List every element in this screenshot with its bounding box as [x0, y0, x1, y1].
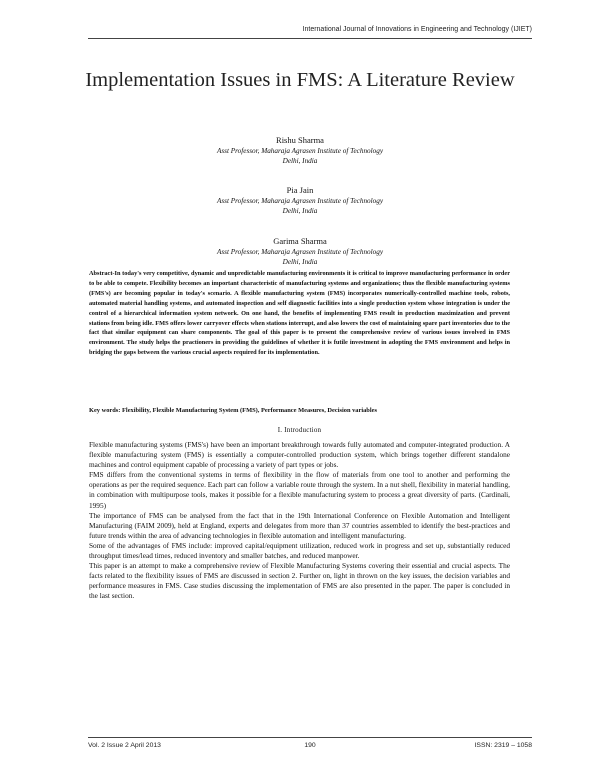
author-city: Delhi, India: [282, 157, 318, 165]
author-affiliation: Asst Professor, Maharaja Agrasen Institute of Technology: [216, 147, 384, 155]
keywords: Key words: Flexibility, Flexible Manufacturing System (FMS), Performance Measures, Decision variables: [89, 407, 377, 414]
page-footer: [88, 737, 532, 752]
author-name: Garima Sharma: [273, 236, 327, 246]
footer-issn: ISSN: 2319 – 1058: [474, 742, 532, 749]
author-affiliation: Asst Professor, Maharaja Agrasen Institute of Technology: [216, 197, 384, 205]
paragraph: Flexible manufacturing systems (FMS's) have been an important breakthrough towards fully automated and computer-integrated production. A flexible manufacturing system (FMS) is essentially a computer-controlled production system, which brings together different standalone machines and control equipment capable of processing a variety of part types or jobs.: [89, 440, 510, 470]
paragraph: This paper is an attempt to make a comprehensive review of Flexible Manufacturing Systems covering their essential and crucial aspects. The facts related to the flexibility issues of FMS are discussed in section 2. Further on, light in thrown on the key issues, the decision variables and performance measures in FMS. Case studies discussing the implementation of FMS are also presented in the paper. The paper is concluded in the last section.: [89, 561, 510, 601]
author-block: [60, 185, 540, 216]
journal-header: International Journal of Innovations in Engineering and Technology (IJIET): [302, 26, 532, 33]
author-name: Pia Jain: [286, 185, 314, 195]
footer-page-number: 190: [304, 742, 316, 749]
author-block: [60, 236, 540, 267]
author-city: Delhi, India: [282, 258, 318, 266]
author-name: Rishu Sharma: [276, 135, 324, 145]
paragraph: Some of the advantages of FMS include: improved capital/equipment utilization, reduced work in progress and set up, substantially reduced throughput times/lead times, reduced inventory and smaller batches, and reduced manpower.: [89, 540, 510, 561]
header-rule: [88, 38, 532, 39]
introduction-body: [89, 440, 510, 602]
abstract: Abstract-In today's very competitive, dynamic and unpredictable manufacturing environments it is critical to improve manufacturing performance in order to be able to compete. Flexibility becomes an important characteristic of manufacturing systems and organizations; thus the flexible manufacturing systems (FMS's) are becoming popular in today's scenario. A flexible manufacturing system (FMS) incorporates numerically-controlled machine tools, robots, automated material handling systems, and automated inspection and self diagnostic facilities into a single production system whose integration is under the control of a hierarchical information system network. On one hand, the benefits of implementing FMS result in production maximization and prevent stations from being idle. FMS offers lower carryover effects when stations interrupt, and also lowers the cost of maintaining spare part inventories due to the fact that similar equipment can share components. The goal of this paper is to present the comprehensive review of various issues involved in FMS environment. The study helps the practioners in providing the guidelines of whether it is futile investment in adopting the FMS environment and helps in bridging the gaps between the various crucial aspects required for its implementation.: [89, 270, 510, 357]
section-heading-introduction: I. Introduction: [277, 426, 322, 434]
footer-volume: Vol. 2 Issue 2 April 2013: [88, 742, 161, 749]
paragraph: FMS differs from the conventional systems in terms of flexibility in the flow of materials from one tool to another and performing the operations as per the required sequence. Each part can follow a variable route through the system. In a nut shell, flexibility in material handling, in combination with multipurpose tools, makes it possible for a flexible manufacturing system to process a great diversity of parts. (Cardinali, 1995): [89, 470, 510, 510]
author-block: [60, 135, 540, 166]
author-city: Delhi, India: [282, 207, 318, 215]
author-affiliation: Asst Professor, Maharaja Agrasen Institute of Technology: [216, 248, 384, 256]
paragraph: The importance of FMS can be analysed from the fact that in the 19th International Conference on Flexible Automation and Intelligent Manufacturing (FAIM 2009), held at England, experts and delegates from more than 37 countries assembled to identify the best-practices and future trends within the area of advancing technologies in flexible automation and intelligent manufacturing.: [89, 510, 510, 540]
paper-title: Implementation Issues in FMS: A Literature Review: [85, 69, 515, 91]
